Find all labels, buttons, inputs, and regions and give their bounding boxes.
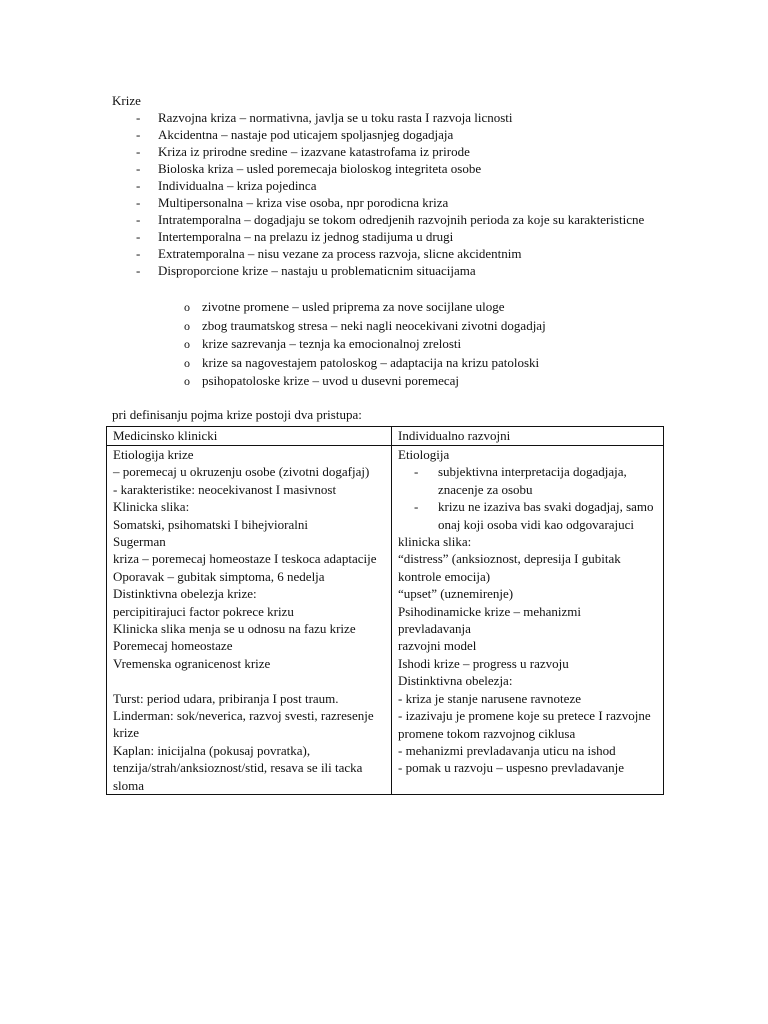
cell-line: Kaplan: inicijalna (pokusaj povratka), tenzija/strah/anksioznost/stid, resava se ili tacka sloma xyxy=(113,742,363,793)
list-item: - Intertemporalna – na prelazu iz jednog stadijuma u drugi xyxy=(136,229,454,244)
list-item: - Multipersonalna – kriza vise osoba, npr porodicna kriza xyxy=(136,195,449,210)
cell-line: Turst: period udara, pribiranja I post traum. xyxy=(113,690,339,706)
list-item: - Intratemporalna – dogadjaju se tokom odredjenih razvojnih perioda za koje su karakteristicne xyxy=(136,212,645,227)
cell-line: Psihodinamicke krize – mehanizmi prevladavanja xyxy=(398,603,582,637)
cell-line: Distinktivna obelezja: xyxy=(398,673,513,689)
list-item: - Kriza iz prirodne sredine – izazvane katastrofama iz prirode xyxy=(136,144,470,159)
medical-column-cell xyxy=(107,446,392,795)
cell-line: - karakteristike: neocekivanost I masivnost xyxy=(113,481,337,497)
column-header-developmental: Individualno razvojni xyxy=(392,427,664,446)
list-item: - Bioloska kriza – usled poremecaja bioloskog integriteta osobe xyxy=(136,161,482,176)
cell-line: Oporavak – gubitak simptoma, 6 nedelja xyxy=(113,568,325,584)
approaches-intro: pri definisanju pojma krize postoji dva pristupa: xyxy=(112,407,362,422)
cell-line: “upset” (uznemirenje) xyxy=(398,586,514,602)
cell-line: klinicka slika: xyxy=(398,534,472,550)
cell-line: Vremenska ogranicenost krize xyxy=(113,655,271,671)
sub-list-item: o krize sa nagovestajem patoloskog – adaptacija na krizu patoloski xyxy=(184,354,540,370)
sub-list-item: o zbog traumatskog stresa – neki nagli neocekivani zivotni dogadjaj xyxy=(184,317,546,333)
list-item: - Extratemporalna – nisu vezane za process razvoja, slicne akcidentnim xyxy=(136,246,522,261)
cell-line: percipitirajuci factor pokrece krizu xyxy=(113,603,294,619)
cell-line: Klinicka slika menja se u odnosu na fazu krize xyxy=(113,621,356,637)
approaches-table xyxy=(106,426,664,795)
cell-line: Somatski, psihomatski I bihejvioralni xyxy=(113,516,308,532)
etiology-item: - krizu ne izaziva bas svaki dogadjaj, samo onaj koji osoba vidi kao odgovarajuci xyxy=(414,499,654,532)
cell-line: - mehanizmi prevladavanja uticu na ishod xyxy=(398,742,616,758)
cell-line: Poremecaj homeostaze xyxy=(113,638,233,654)
cell-line: - kriza je stanje narusene ravnoteze xyxy=(398,690,581,706)
cell-line: Klinicka slika: xyxy=(113,499,190,515)
cell-line: - izazivaju je promene koje su pretece I razvojne promene tokom razvojnog ciklusa xyxy=(398,708,651,741)
sub-list-item: o krize sazrevanja – teznja ka emocionalnoj zrelosti xyxy=(184,336,462,351)
list-item: - Disproporcione krize – nastaju u problematicnim situacijama xyxy=(136,263,476,278)
section-heading: Krize xyxy=(112,93,141,108)
list-item: - Razvojna kriza – normativna, javlja se u toku rasta I razvoja licnosti xyxy=(136,110,513,125)
cell-line: razvojni model xyxy=(398,638,477,654)
column-header-medical: Medicinsko klinicki xyxy=(107,427,392,446)
blank-line xyxy=(113,672,385,689)
cell-line: Ishodi krize – progress u razvoju xyxy=(398,655,569,671)
sub-list-item: o psihopatoloske krize – uvod u dusevni poremecaj xyxy=(184,373,460,388)
table-row xyxy=(107,446,664,795)
cell-line: Distinktivna obelezja krize: xyxy=(113,586,257,602)
cell-line: - pomak u razvoju – uspesno prevladavanje xyxy=(398,760,624,776)
table-header-row xyxy=(107,427,664,446)
list-item: - Individualna – kriza pojedinca xyxy=(136,178,317,193)
etiology-item: - subjektivna interpretacija dogadjaja, znacenje za osobu xyxy=(414,464,627,497)
cell-line: – poremecaj u okruzenju osobe (zivotni dogafjaj) xyxy=(113,464,370,480)
developmental-column-cell xyxy=(392,446,664,795)
cell-line: Etiologija krize xyxy=(113,447,194,462)
cell-line: “distress” (anksioznost, depresija I gubitak kontrole emocija) xyxy=(398,551,621,584)
crisis-types-list xyxy=(112,109,652,279)
sub-list-item: o zivotne promene – usled priprema za nove socijlane uloge xyxy=(184,299,505,314)
cell-line: kriza – poremecaj homeostaze I teskoca adaptacije xyxy=(113,551,377,567)
cell-line: Etiologija xyxy=(398,447,450,462)
list-item: - Akcidentna – nastaje pod uticajem spoljasnjeg dogadjaja xyxy=(136,127,454,142)
cell-line: Sugerman xyxy=(113,534,166,550)
disproportion-subtypes-list xyxy=(112,298,672,391)
cell-line: Linderman: sok/neverica, razvoj svesti, razresenje krize xyxy=(113,708,374,741)
